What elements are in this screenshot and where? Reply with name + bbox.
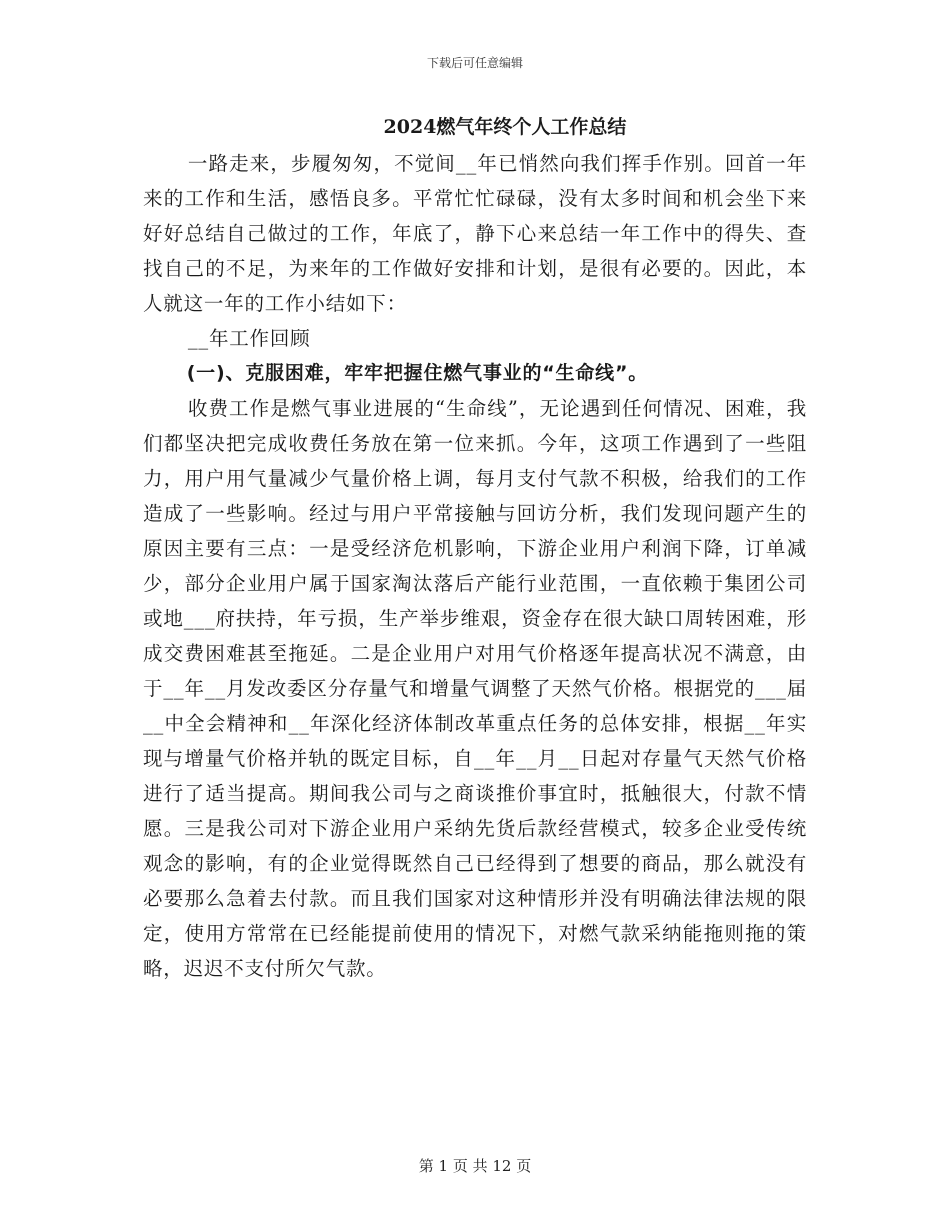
intro-paragraph: 一路走来，步履匆匆，不觉间__年已悄然向我们挥手作别。回首一年来的工作和生活，感悟良多。平常忙忙碌碌，没有太多时间和机会坐下来好好总结自己做过的工作，年底了，静下心来总结一年工作中的得失、查找自己的不足，为来年的工作做好安排和计划，是很有必要的。因此，本人就这一年的工作小结如下： <box>143 152 807 315</box>
document-body <box>143 112 807 986</box>
document-title: 2024燃气年终个人工作总结 <box>383 116 627 138</box>
body-paragraph: 收费工作是燃气事业进展的“生命线”，无论遇到任何情况、困难，我们都坚决把完成收费任务放在第一位来抓。今年，这项工作遇到了一些阻力，用户用气量减少气量价格上调，每月支付气款不积极，给我们的工作造成了一些影响。经过与用户平常接触与回访分析，我们发现问题产生的原因主要有三点：一是受经济危机影响，下游企业用户利润下降，订单减少，部分企业用户属于国家淘汰落后产能行业范围，一直依赖于集团公司或地___府扶持，年亏损，生产举步维艰，资金存在很大缺口周转困难，形成交费困难甚至拖延。二是企业用户对用气价格逐年提高状况不满意，由于__年__月发改委区分存量气和增量气调整了天然气价格。根据党的___届__中全会精神和__年深化经济体制改革重点任务的总体安排，根据__年实现与增量气价格并轨的既定目标，自__年__月__日起对存量气天然气价格进行了适当提高。期间我公司与之商谈推价事宜时，抵触很大，付款不情愿。三是我公司对下游企业用户采纳先货后款经营模式，较多企业受传统观念的影响，有的企业觉得既然自己已经得到了想要的商品，那么就没有必要那么急着去付款。而且我们国家对这种情形并没有明确法律法规的限定，使用方常常在已经能提前使用的情况下，对燃气款采纳能拖则拖的策略，迟迟不支付所欠气款。 <box>143 397 807 980</box>
section-heading-1: (一)、克服困难，牢牢把握住燃气事业的“生命线”。 <box>186 362 649 384</box>
year-review-heading: __年工作回顾 <box>187 327 311 350</box>
page-number-footer: 第 1 页 共 12 页 <box>418 1157 532 1175</box>
page-header-note: 下载后可任意编辑 <box>426 56 523 70</box>
